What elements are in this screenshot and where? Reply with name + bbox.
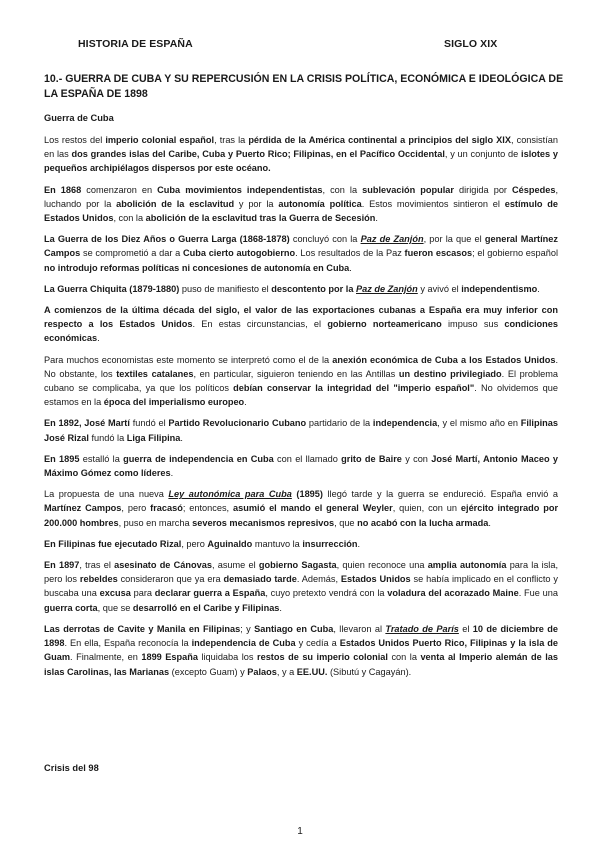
text-run: , y a [276,666,297,677]
text-run: y por la [234,198,279,209]
text-run: fundó la [88,432,127,443]
bold-text: En 1897 [44,560,80,571]
paragraph [44,303,558,346]
text-run: , tras la [214,135,249,145]
text-run: , con la [322,184,363,195]
text-run: . En ella, España reconocía la [64,638,192,649]
text-run: liquidaba los [197,652,258,663]
bold-text: Estados Unidos Puerto Rico, Filipinas y la isla de Guam [44,638,559,663]
text-run: se comprometió a dar a [80,248,183,259]
bold-text: debían conservar la integridad del "imperio español" [233,383,475,394]
bold-text: descontento por la [271,283,356,294]
bold-text: José Martí, Antonio Maceo y Máximo Gómez como líderes [44,453,558,479]
text-run: . Además, [296,574,341,585]
bold-text: En 1892, José Martí [44,418,130,429]
bold-text: guerra corta [44,602,98,613]
bold-text: Las derrotas de Cavite y Manila en Filipinas [44,623,241,634]
bold-text: Aguinaldo [207,538,253,549]
text-run: La propuesta de una nueva [44,489,169,500]
bold-text: 1899 España [141,652,198,663]
bold-text: estímulo de Estados Unidos [44,198,558,224]
text-run: , luchando por la [44,184,559,209]
text-run: , quien, con un [392,503,461,514]
text-run: . Fue una [518,588,558,599]
bold-text: En 1895 [44,453,80,464]
bold-text: A comienzos de la última década del siglo, el valor de las exportaciones cubanas a España era muy inferior con respecto a los Estados Unidos [44,305,558,330]
paragraph [44,133,558,176]
text-run: . En estas circunstancias, el [192,319,328,330]
bold-text: desarrolló en el Caribe y Filipinas [132,602,280,613]
text-run: , en particular, siguieron teniendo en las Antillas [193,368,399,379]
bold-text: independencia de Cuba [191,638,296,649]
text-run: estalló la [79,453,124,464]
header-period: SIGLO XIX [444,38,498,50]
page-number: 1 [297,826,303,837]
paragraph [44,232,558,275]
bold-text: Martínez Campos [44,503,122,514]
bold-text: fracasó [150,503,183,514]
text-run: , cuyo pretexto vendrá con la [265,588,388,599]
text-run: y cedía a [295,638,340,649]
bold-text: En Filipinas fue ejecutado Rizal [44,538,182,549]
text-run: . [279,602,282,613]
bold-text: gobierno norteamericano [327,319,442,330]
text-run: , pero [181,538,208,549]
bold-text: Palaos [247,666,277,677]
text-run: impuso sus [441,319,505,330]
underlined-reference: Ley autonómica para Cuba [168,489,292,500]
bold-text: Santiago en Cuba [254,623,334,634]
bold-text: (1895) [296,489,323,500]
text-run: . [180,432,183,443]
text-run: Para muchos economistas este momento se interpretó como el de la [44,354,333,365]
text-run: mantuvo la [252,538,303,549]
bold-text: ejército integrado por 200.000 hombres [44,503,559,528]
text-run: . Los resultados de la Paz [295,248,405,259]
text-run: comenzaron en [81,184,158,195]
bold-text: asumió el mando el general Weyler [233,503,393,514]
bold-text: rebeldes [79,574,118,585]
bold-text: amplia autonomía [427,560,507,571]
paragraph [44,622,558,679]
text-run: . Estos movimientos sintieron el [361,198,505,209]
text-run: . [170,468,174,479]
text-run: , que se [97,602,133,613]
bold-text: Céspedes [512,184,556,195]
bold-text: venta al Imperio alemán de las islas Carolinas, las Marianas [44,652,558,677]
bold-text: textiles catalanes [116,368,194,379]
text-run: dirigida por [453,184,513,195]
bold-text: grito de Baire [341,453,402,464]
underlined-reference: Paz de Zanjón [356,283,418,294]
text-run: . Finalmente, en [70,652,142,663]
bold-text: independentismo [461,283,538,294]
paragraph [44,558,558,615]
text-run: , y el mismo año en [437,418,521,429]
text-run: ; y [240,623,255,634]
paragraph [44,282,558,296]
underlined-reference: Paz de Zanjón [360,234,424,245]
text-run: , y un conjunto de [444,149,522,160]
bold-text: no acabó con la lucha armada [357,517,489,528]
text-run: ; el gobierno español [472,248,558,259]
bold-text: excusa [99,588,131,599]
text-run: se había implicado en el conflicto y buscaba una [44,574,558,599]
text-run: con el llamado [273,453,342,464]
bold-text: Filipinas José Rizal [44,418,558,443]
bold-text: voladura del acorazado Maine [387,588,519,599]
bold-text: Liga Filipina [126,432,181,443]
section-heading: Guerra de Cuba [44,113,114,123]
text-run: , tras el [79,560,115,571]
bold-text: independencia [372,418,438,429]
bold-text: La Guerra de los Diez Años o Guerra Larga (1868-1878) [44,234,290,245]
text-run: , consistían en las [44,135,558,160]
bold-text: abolición de la esclavitud [116,198,235,209]
bold-text: sublevación popular [362,184,454,195]
bold-text: condiciones económicas [44,319,558,344]
bold-text: insurrección [302,538,358,549]
text-run: partidario de la [306,418,373,429]
page-title: 10.- GUERRA DE CUBA Y SU REPERCUSIÓN EN LA CRISIS POLÍTICA, ECONÓMICA E IDEOLÓGICA DE LA ESPAÑA DE 1898 [44,73,564,100]
text-run: y avivó el [417,283,462,294]
bold-text: Cuba cierto autogobierno [182,248,296,259]
bold-text: EE.UU. [296,666,328,677]
bold-text: En 1868 [44,184,82,195]
bold-text: dos grandes islas del Caribe, Cuba y Puerto Rico; Filipinas, en el Pacífico Occidental [71,149,445,160]
bold-text: 10 de diciembre de 1898 [44,623,558,649]
text-run: . [357,538,361,549]
bold-text: restos de su imperio colonial [257,652,388,663]
text-run: , asume el [211,560,259,571]
paragraph [44,487,558,530]
paragraph [44,183,558,226]
bold-text: Estados Unidos [340,574,411,585]
bold-text: declarar guerra a España [154,588,266,599]
text-run: puso de manifiesto el [179,283,272,294]
text-run: , con la [113,213,146,224]
bold-text: imperio colonial español [105,135,215,145]
bold-text: La Guerra Chiquita (1879-1880) [44,283,180,294]
text-run: . No olvidemos que estamos en la [44,383,558,408]
text-run: . No obstante, los [44,354,559,379]
bold-text: Partido Revolucionario Cubano [168,418,307,429]
text-run: para [130,588,155,599]
bold-text: época del imperialismo europeo [103,397,245,408]
text-run: (Sibutú y Cagayán). [327,666,412,677]
bold-text: guerra de independencia en Cuba [123,453,274,464]
text-run: para la isla, pero los [44,560,559,585]
bold-text: asesinato de Cánovas [114,560,212,571]
bold-text: un destino privilegiado [398,368,502,379]
bold-text: no introdujo reformas políticas ni concesiones de autonomía en Cuba [44,262,350,273]
text-run: , que [334,517,358,528]
text-run: , por la que el [423,234,485,245]
paragraph [44,452,558,480]
text-run: , llevaron al [333,623,386,634]
text-run: ; entonces, [182,503,234,514]
text-run: (excepto Guam) y [169,666,248,677]
text-run: con la [387,652,421,663]
next-section-heading: Crisis del 98 [44,763,99,773]
bold-text: general Martínez Campos [44,234,558,259]
text-run: el [458,623,473,634]
bold-text: anexión económica de Cuba a los Estados Unidos [332,354,556,365]
text-run: , puso en marcha [118,517,193,528]
text-run: Los restos del [44,135,106,145]
bold-text: demasiado tarde [223,574,297,585]
text-run: concluyó con la [289,234,361,245]
text-run: . [537,283,540,294]
text-run: . [375,213,378,224]
text-run: . El problema cubano se complicaba, ya que los políticos [44,368,558,394]
bold-text: fueron escasos [404,248,473,259]
text-run: , pero [121,503,151,514]
paragraph [44,416,558,444]
text-run: . [488,517,491,528]
bold-text: autonomía política [278,198,362,209]
paragraph [44,353,558,410]
bold-text: Cuba movimientos independentistas [157,184,323,195]
bold-text: gobierno Sagasta [258,560,337,571]
text-run: . [349,262,352,273]
bold-text: islotes y pequeños archipiélagos dispersos por este océano. [44,149,559,174]
main-content [44,112,558,686]
paragraph-list [44,133,558,679]
bold-text: severos mecanismos represivos [192,517,335,528]
text-run: , quien reconoce una [336,560,428,571]
text-run: consideraron que ya era [117,574,224,585]
text-run: y con [401,453,432,464]
header-subject: HISTORIA DE ESPAÑA [78,38,193,50]
text-run: fundó el [129,418,169,429]
bold-text: abolición de la esclavitud tras la Guerra de Secesión [145,213,376,224]
paragraph [44,537,558,551]
text-run: . [244,397,247,408]
text-run: . [97,333,100,344]
bold-text: pérdida de la América continental a principios del siglo XIX [248,135,511,145]
underlined-reference: Tratado de París [385,623,459,634]
text-run: llegó tarde y la guerra se endureció. España envió a [322,489,558,500]
